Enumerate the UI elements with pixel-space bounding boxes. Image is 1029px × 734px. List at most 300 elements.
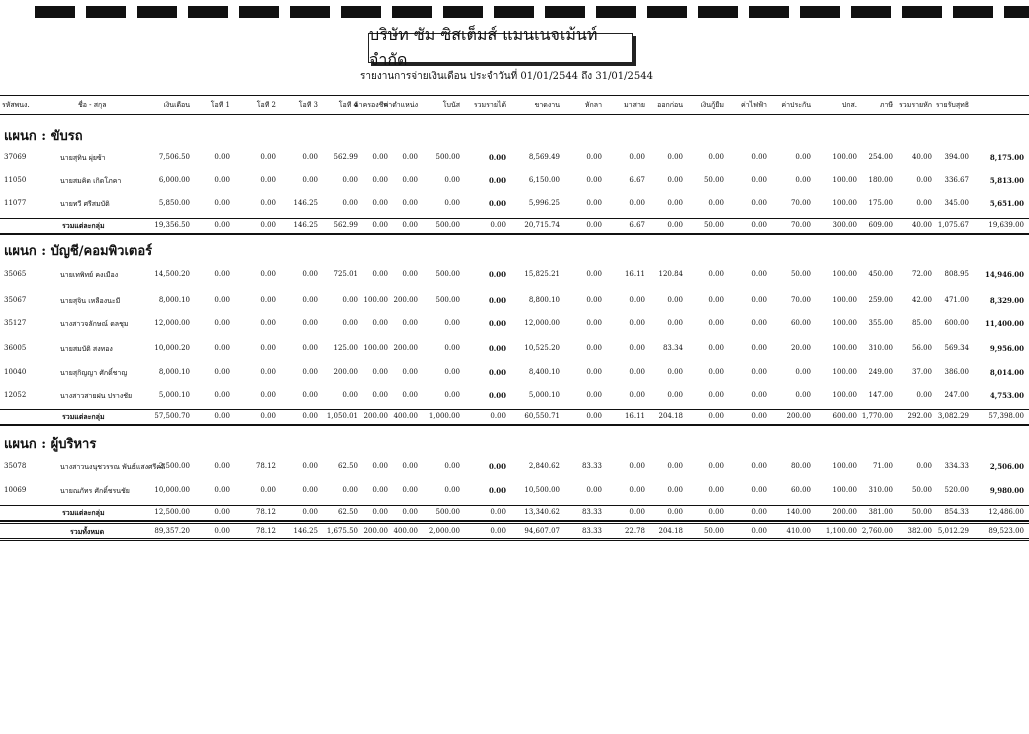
row-value: 200.00	[393, 344, 418, 352]
col-header: รายรับสุทธิ	[935, 101, 969, 109]
subtotal-value: 0.00	[302, 508, 318, 516]
row-value: 50.00	[790, 270, 811, 278]
row-value: 0.00	[667, 486, 683, 494]
row-value: 471.00	[944, 296, 969, 304]
row-value: 0.00	[488, 199, 506, 208]
edge-dash	[1004, 6, 1029, 18]
col-header: รวมรายหัก	[899, 101, 932, 109]
row-value: 100.00	[832, 486, 857, 494]
col-header: ภาษี	[879, 101, 893, 109]
row-value: 5,000.10	[158, 391, 190, 399]
row-value: 0.00	[586, 344, 602, 352]
subtotal-value: 60,550.71	[524, 412, 560, 420]
row-value: 0.00	[260, 176, 276, 184]
grand-total-value: 2,760.00	[861, 527, 893, 535]
row-value: 0.00	[629, 462, 645, 470]
row-value: 6,150.00	[528, 176, 560, 184]
grand-total-value: 2,000.00	[428, 527, 460, 535]
row-value: 5,850.00	[158, 199, 190, 207]
grand-total-value: 22.78	[624, 527, 645, 535]
row-value: 0.00	[488, 153, 506, 162]
grand-total-value: 94,607.07	[524, 527, 560, 535]
subtotal-value: 0.00	[667, 221, 683, 229]
row-value: 0.00	[795, 176, 811, 184]
row-value: 8,569.49	[528, 153, 560, 161]
row-value: 0.00	[214, 391, 230, 399]
row-value: 0.00	[214, 319, 230, 327]
row-value: 4,753.00	[989, 391, 1024, 400]
subtotal-value: 200.00	[363, 412, 388, 420]
subtotal-value: 40.00	[911, 221, 932, 229]
row-value: 16.11	[624, 270, 645, 278]
row-value: 0.00	[444, 344, 460, 352]
row-value: 0.00	[342, 319, 358, 327]
row-value: 100.00	[832, 368, 857, 376]
row-value: 0.00	[260, 199, 276, 207]
row-value: 0.00	[372, 391, 388, 399]
row-value: 100.00	[832, 270, 857, 278]
row-value: 0.00	[444, 391, 460, 399]
row-value: 0.00	[402, 368, 418, 376]
subtotal-value: 0.00	[751, 221, 767, 229]
subtotal-value: 0.00	[708, 412, 724, 420]
row-value: 0.00	[260, 344, 276, 352]
row-value: 0.00	[667, 462, 683, 470]
grand-total-value: 83.33	[581, 527, 602, 535]
row-value: 6,000.00	[158, 176, 190, 184]
row-value: 0.00	[916, 199, 932, 207]
edge-dash	[137, 6, 177, 18]
row-value: 0.00	[260, 486, 276, 494]
row-value: 0.00	[214, 199, 230, 207]
row-value: 83.33	[581, 462, 602, 470]
subtotal-value: 16.11	[624, 412, 645, 420]
row-value: 0.00	[795, 368, 811, 376]
row-value: 200.00	[333, 368, 358, 376]
subtotal-value: 0.00	[302, 412, 318, 420]
row-value: 0.00	[629, 391, 645, 399]
row-value: 0.00	[444, 368, 460, 376]
subtotal-value: 200.00	[832, 508, 857, 516]
col-header: ออกก่อน	[657, 101, 683, 109]
col-header-name: ชื่อ - สกุล	[78, 101, 107, 109]
row-value: 5,813.00	[989, 176, 1024, 185]
row-value: 0.00	[751, 199, 767, 207]
grand-total-value: 0.00	[490, 527, 506, 535]
row-value: 0.00	[629, 153, 645, 161]
subtotal-value: 609.00	[868, 221, 893, 229]
row-value: 0.00	[916, 176, 932, 184]
edge-dash	[851, 6, 891, 18]
employee-id: 37069	[4, 153, 27, 161]
row-value: 0.00	[214, 344, 230, 352]
row-value: 0.00	[629, 199, 645, 207]
subtotal-label: รวมแต่ละกลุ่ม	[62, 221, 105, 230]
row-value: 0.00	[708, 319, 724, 327]
row-value: 0.00	[402, 486, 418, 494]
grand-total-value: 400.00	[393, 527, 418, 535]
col-header: รวมรายได้	[473, 101, 506, 109]
row-value: 10,500.00	[524, 486, 560, 494]
row-value: 0.00	[302, 344, 318, 352]
row-value: 310.00	[868, 486, 893, 494]
edge-dash	[188, 6, 228, 18]
row-value: 14,500.20	[154, 270, 190, 278]
row-value: 355.00	[868, 319, 893, 327]
row-value: 0.00	[260, 368, 276, 376]
row-value: 0.00	[214, 296, 230, 304]
row-value: 0.00	[708, 391, 724, 399]
row-value: 8,329.00	[989, 296, 1024, 305]
subtotal-value: 0.00	[490, 221, 506, 229]
row-value: 60.00	[790, 319, 811, 327]
col-header: เงินกู้ยืม	[700, 101, 724, 109]
row-value: 0.00	[488, 270, 506, 279]
row-value: 0.00	[372, 153, 388, 161]
grand-total-value: 410.00	[786, 527, 811, 535]
subtotal-value: 0.00	[667, 508, 683, 516]
row-value: 120.84	[658, 270, 683, 278]
row-value: 0.00	[302, 319, 318, 327]
row-value: 60.00	[790, 486, 811, 494]
row-value: 0.00	[708, 296, 724, 304]
subtotal-value: 1,770.00	[861, 412, 893, 420]
row-value: 0.00	[751, 319, 767, 327]
subtotal-value: 0.00	[214, 221, 230, 229]
row-value: 0.00	[795, 153, 811, 161]
row-value: 0.00	[751, 270, 767, 278]
row-value: 83.34	[662, 344, 683, 352]
row-value: 0.00	[260, 296, 276, 304]
subtotal-value: 0.00	[214, 508, 230, 516]
row-value: 310.00	[868, 344, 893, 352]
row-value: 259.00	[868, 296, 893, 304]
subtotal-value: 1,075.67	[937, 221, 969, 229]
edge-dash	[392, 6, 432, 18]
row-value: 0.00	[302, 368, 318, 376]
row-value: 0.00	[488, 319, 506, 328]
row-value: 8,400.10	[528, 368, 560, 376]
row-value: 0.00	[214, 153, 230, 161]
employee-id: 35078	[4, 462, 27, 470]
row-value: 9,980.00	[989, 486, 1024, 495]
subtotal-value: 50.00	[911, 508, 932, 516]
subtotal-value: 3,082.29	[937, 412, 969, 420]
row-value: 725.01	[333, 270, 358, 278]
row-value: 0.00	[260, 319, 276, 327]
row-value: 0.00	[667, 368, 683, 376]
row-value: 0.00	[342, 391, 358, 399]
row-value: 0.00	[444, 462, 460, 470]
col-header: โบนัส	[442, 101, 460, 109]
department-heading: แผนก : บัญชี/คอมพิวเตอร์	[4, 244, 153, 259]
row-value: 0.00	[586, 368, 602, 376]
subtotal-value: 6.67	[629, 221, 645, 229]
row-value: 0.00	[372, 368, 388, 376]
employee-name: นายสมคิด เกิดโภคา	[60, 177, 122, 185]
row-value: 0.00	[402, 153, 418, 161]
row-value: 0.00	[586, 199, 602, 207]
row-value: 0.00	[586, 486, 602, 494]
grand-total-value: 89,523.00	[988, 527, 1024, 535]
row-value: 8,175.00	[989, 153, 1024, 162]
employee-id: 35065	[4, 270, 27, 278]
row-value: 70.00	[790, 296, 811, 304]
subtotal-value: 83.33	[581, 508, 602, 516]
row-value: 78.12	[255, 462, 276, 470]
row-value: 0.00	[667, 391, 683, 399]
employee-id: 35127	[4, 319, 27, 327]
row-value: 8,014.00	[989, 368, 1024, 377]
employee-id: 35067	[4, 296, 27, 304]
row-value: 0.00	[488, 344, 506, 353]
report-subtitle: รายงานการจ่ายเงินเดือน ประจำวันที่ 01/01/2544 ถึง 31/01/2544	[360, 71, 653, 82]
row-value: 56.00	[911, 344, 932, 352]
row-value: 0.00	[751, 391, 767, 399]
edge-dash	[902, 6, 942, 18]
row-value: 0.00	[402, 199, 418, 207]
subtotal-value: 600.00	[832, 412, 857, 420]
subtotal-value: 204.18	[658, 412, 683, 420]
row-value: 0.00	[214, 486, 230, 494]
employee-name: นางสาวนงนุชวรรณ พันธ์แสงศรีคลี	[60, 463, 166, 471]
row-value: 8,800.10	[528, 296, 560, 304]
subtotal-value: 1,050.01	[326, 412, 358, 420]
subtotal-value: 300.00	[832, 221, 857, 229]
row-value: 0.00	[916, 391, 932, 399]
grand-total-label: รวมทั้งหมด	[70, 527, 105, 536]
subtotal-value: 0.00	[490, 508, 506, 516]
row-value: 10,000.20	[154, 344, 190, 352]
row-value: 2,506.00	[989, 462, 1024, 471]
row-value: 0.00	[751, 486, 767, 494]
row-value: 0.00	[629, 486, 645, 494]
col-header: ขาดงาน	[534, 101, 560, 109]
row-value: 72.00	[911, 270, 932, 278]
row-value: 62.50	[337, 462, 358, 470]
subtotal-value: 62.50	[337, 508, 358, 516]
employee-id: 11050	[4, 176, 27, 184]
row-value: 0.00	[708, 344, 724, 352]
row-value: 15,825.21	[524, 270, 560, 278]
row-value: 0.00	[402, 319, 418, 327]
row-value: 2,840.62	[528, 462, 560, 470]
subtotal-value: 0.00	[214, 412, 230, 420]
grand-total-value: 89,357.20	[154, 527, 190, 535]
row-value: 254.00	[868, 153, 893, 161]
row-value: 0.00	[302, 462, 318, 470]
row-value: 12,000.00	[524, 319, 560, 327]
edge-dash	[86, 6, 126, 18]
row-value: 0.00	[214, 176, 230, 184]
grand-total-value: 382.00	[907, 527, 932, 535]
row-value: 0.00	[372, 319, 388, 327]
row-value: 100.00	[363, 344, 388, 352]
row-value: 0.00	[488, 368, 506, 377]
row-value: 0.00	[751, 368, 767, 376]
row-value: 0.00	[444, 486, 460, 494]
subtotal-value: 0.00	[490, 412, 506, 420]
edge-dash	[494, 6, 534, 18]
row-value: 0.00	[260, 153, 276, 161]
row-value: 0.00	[751, 176, 767, 184]
row-value: 11,400.00	[985, 319, 1024, 328]
row-value: 0.00	[708, 199, 724, 207]
row-value: 50.00	[911, 486, 932, 494]
row-value: 0.00	[488, 296, 506, 305]
grand-total-value: 5,012.29	[937, 527, 969, 535]
employee-name: นายสุจิน เหลืองนะมี	[60, 297, 121, 305]
subtotal-value: 70.00	[790, 221, 811, 229]
row-value: 0.00	[586, 270, 602, 278]
grand-total-value: 78.12	[255, 527, 276, 535]
row-value: 8,000.10	[158, 296, 190, 304]
row-value: 0.00	[629, 368, 645, 376]
row-value: 200.00	[393, 296, 418, 304]
row-value: 0.00	[444, 199, 460, 207]
row-value: 0.00	[667, 176, 683, 184]
row-value: 0.00	[629, 319, 645, 327]
row-value: 569.34	[944, 344, 969, 352]
row-value: 5,996.25	[528, 199, 560, 207]
subtotal-value: 562.99	[333, 221, 358, 229]
row-value: 0.00	[302, 270, 318, 278]
row-value: 0.00	[667, 199, 683, 207]
row-value: 0.00	[916, 462, 932, 470]
employee-id: 10040	[4, 368, 27, 376]
row-value: 0.00	[586, 176, 602, 184]
col-header: ค่าครองชีพ	[353, 101, 388, 109]
employee-name: นายสมบัติ สงทอง	[60, 345, 113, 353]
row-value: 0.00	[444, 176, 460, 184]
subtotal-value: 0.00	[260, 412, 276, 420]
col-header-id: รหัสพนง.	[2, 101, 30, 109]
employee-name: นายทวี ศรีสมบัติ	[60, 200, 110, 208]
row-value: 0.00	[751, 153, 767, 161]
row-value: 10,525.20	[524, 344, 560, 352]
subtotal-value: 0.00	[751, 412, 767, 420]
grand-total-value: 200.00	[363, 527, 388, 535]
row-value: 0.00	[342, 176, 358, 184]
row-value: 0.00	[372, 199, 388, 207]
subtotal-value: 0.00	[586, 412, 602, 420]
row-value: 125.00	[333, 344, 358, 352]
subtotal-value: 12,500.00	[154, 508, 190, 516]
subtotal-value: 0.00	[372, 221, 388, 229]
row-value: 0.00	[751, 296, 767, 304]
row-value: 100.00	[832, 296, 857, 304]
employee-name: นางสาวสายฝน ปรางชัย	[60, 392, 133, 400]
row-value: 0.00	[214, 462, 230, 470]
employee-name: นายณภัทร ศักดิ์ชรนชัย	[60, 487, 130, 495]
row-value: 0.00	[260, 391, 276, 399]
row-value: 0.00	[751, 344, 767, 352]
col-header: โอที 3	[298, 101, 318, 109]
edge-dash	[647, 6, 687, 18]
row-value: 0.00	[629, 344, 645, 352]
row-value: 37.00	[911, 368, 932, 376]
subtotal-value: 854.33	[944, 508, 969, 516]
edge-dash	[749, 6, 789, 18]
row-value: 0.00	[372, 486, 388, 494]
edge-dash	[443, 6, 483, 18]
col-header: โอที 4	[338, 101, 358, 109]
row-value: 0.00	[708, 368, 724, 376]
col-header: โอที 2	[256, 101, 276, 109]
row-value: 100.00	[832, 153, 857, 161]
col-header: โอที 1	[210, 101, 230, 109]
employee-name: นายสุกิญญา ศักดิ์ชาญ	[60, 369, 128, 377]
grand-total-value: 50.00	[703, 527, 724, 535]
row-value: 2,500.00	[158, 462, 190, 470]
row-value: 520.00	[944, 486, 969, 494]
row-value: 50.00	[703, 176, 724, 184]
subtotal-value: 400.00	[393, 412, 418, 420]
row-value: 5,651.00	[989, 199, 1024, 208]
employee-id: 36005	[4, 344, 27, 352]
row-value: 180.00	[868, 176, 893, 184]
subtotal-value: 0.00	[586, 221, 602, 229]
row-value: 5,000.10	[528, 391, 560, 399]
row-value: 0.00	[342, 486, 358, 494]
company-title-box	[368, 25, 633, 69]
row-value: 100.00	[832, 391, 857, 399]
subtotal-value: 500.00	[435, 508, 460, 516]
row-value: 0.00	[214, 270, 230, 278]
column-header-row	[0, 95, 1029, 115]
department-heading: แผนก : ผู้บริหาร	[4, 437, 97, 452]
employee-name: นางสาวจลักษณ์ ดลชุม	[60, 320, 129, 328]
row-value: 10,000.00	[154, 486, 190, 494]
edge-dash	[35, 6, 75, 18]
col-header: ค่าประกัน	[781, 101, 811, 109]
row-value: 336.67	[944, 176, 969, 184]
subtotal-value: 78.12	[255, 508, 276, 516]
subtotal-value: 0.00	[629, 508, 645, 516]
edge-dash	[341, 6, 381, 18]
row-value: 0.00	[708, 486, 724, 494]
row-value: 0.00	[586, 296, 602, 304]
row-value: 0.00	[342, 296, 358, 304]
subtotal-value: 200.00	[786, 412, 811, 420]
row-value: 0.00	[488, 462, 506, 471]
row-value: 9,956.00	[989, 344, 1024, 353]
row-value: 500.00	[435, 270, 460, 278]
row-value: 100.00	[832, 319, 857, 327]
row-value: 14,946.00	[985, 270, 1024, 279]
row-value: 0.00	[586, 319, 602, 327]
row-value: 0.00	[214, 368, 230, 376]
col-header: มาสาย	[624, 101, 645, 109]
grand-total-value: 204.18	[658, 527, 683, 535]
row-value: 500.00	[435, 153, 460, 161]
edge-dash	[800, 6, 840, 18]
row-value: 0.00	[667, 296, 683, 304]
subtotal-value: 50.00	[703, 221, 724, 229]
subtotal-value: 381.00	[868, 508, 893, 516]
row-value: 0.00	[586, 391, 602, 399]
row-value: 0.00	[488, 486, 506, 495]
row-value: 12,000.00	[154, 319, 190, 327]
row-value: 450.00	[868, 270, 893, 278]
subtotal-value: 500.00	[435, 221, 460, 229]
row-value: 334.33	[944, 462, 969, 470]
subtotal-value: 292.00	[907, 412, 932, 420]
employee-name: นายสุทิน ผุ่ยซ้า	[60, 154, 106, 162]
row-value: 80.00	[790, 462, 811, 470]
row-value: 0.00	[795, 391, 811, 399]
row-value: 0.00	[302, 176, 318, 184]
